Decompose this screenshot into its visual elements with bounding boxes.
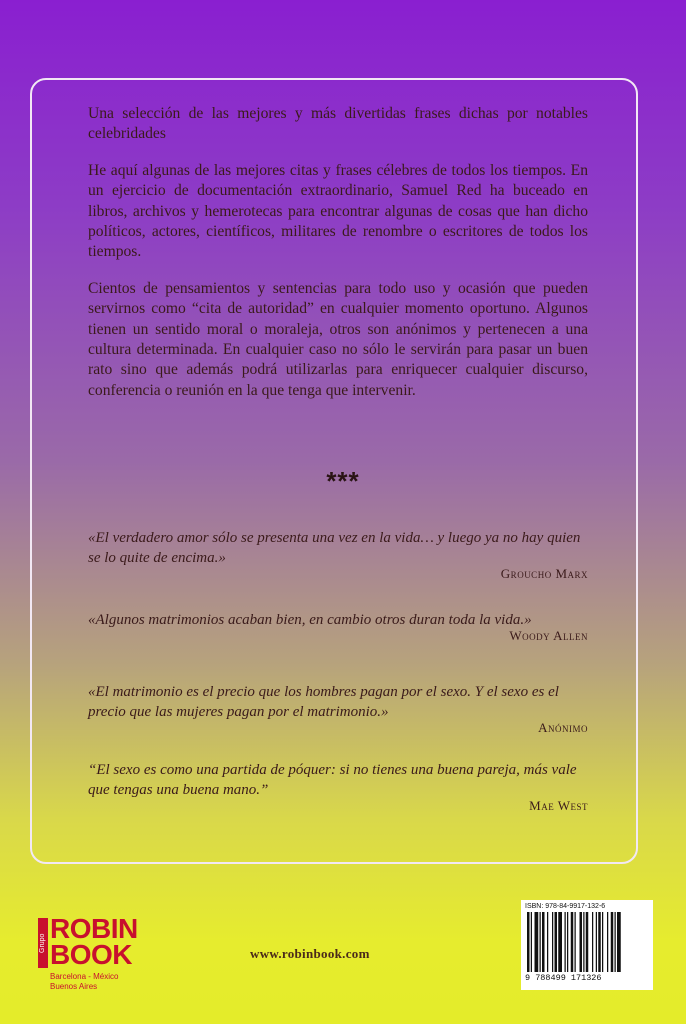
barcode-bar <box>615 912 616 972</box>
barcode-bar <box>565 912 566 972</box>
publisher-url: www.robinbook.com <box>250 946 370 961</box>
publisher-logo <box>38 913 138 1000</box>
barcode-bars <box>525 912 649 972</box>
barcode-bar <box>602 912 603 972</box>
publisher-name-line2: BOOK <box>50 939 132 970</box>
barcode-bar <box>592 912 593 972</box>
section-separator: *** <box>326 466 360 496</box>
publisher-group-label: Grupo <box>38 918 48 968</box>
barcode-bar <box>575 912 576 972</box>
barcode-bar <box>583 912 584 972</box>
quote-text: «El verdadero amor sólo se presenta una vez en la vida… y luego ya no hay quien se lo quite de encima.» <box>88 530 581 566</box>
intro-paragraph: Una selección de las mejores y más divertidas frases dichas por notables celebridades <box>88 105 588 143</box>
barcode-bar <box>542 912 545 972</box>
barcode-bar <box>571 912 574 972</box>
quote-block <box>88 760 588 814</box>
barcode-bar <box>611 912 614 972</box>
barcode-bar <box>567 912 568 972</box>
quote-author: Woody Allen <box>509 628 588 643</box>
quote-text: «El matrimonio es el precio que los hombres pagan por el sexo. Y el sexo es el precio que las mujeres pagan por el matrimonio.» <box>88 684 559 720</box>
barcode-bar <box>596 912 597 972</box>
barcode-bar <box>540 912 541 972</box>
quote-author: Groucho Marx <box>500 566 588 581</box>
publisher-name-line1: ROBIN <box>50 913 138 944</box>
barcode-bar <box>547 912 548 972</box>
quote-block <box>88 682 588 736</box>
quote-block <box>88 528 588 582</box>
isbn-barcode <box>521 900 653 990</box>
barcode-bar <box>527 912 530 972</box>
quote-text: “El sexo es como una partida de póquer: si no tienes una buena pareja, más vale que tengas una buena mano.” <box>88 762 577 798</box>
barcode-bar <box>555 912 558 972</box>
publisher-cities: Barcelona - México Buenos Aires <box>50 972 119 991</box>
barcode-bar <box>535 912 539 972</box>
barcode-bar <box>607 912 608 972</box>
barcode-bar <box>558 912 562 972</box>
isbn-label: ISBN: 978-84-9917-132-6 <box>525 903 606 910</box>
intro-paragraph: He aquí algunas de las mejores citas y frases célebres de todos los tiempos. En un ejercicio de documentación extraordinario, Samuel Red ha buceado en libros, archivos y hemerotecas para encontrar algunas de cosas que han dicho políticos, actores, científicos, militares de renombre o escritores de todos los tiempos. <box>88 161 588 261</box>
barcode-bar <box>598 912 601 972</box>
barcode-bar <box>531 912 532 972</box>
back-cover-description <box>88 104 588 417</box>
barcode-digits: 9 788499 171326 <box>525 973 602 983</box>
barcode-bar <box>580 912 583 972</box>
quote-text: «Algunos matrimonios acaban bien, en cambio otros duran toda la vida.» <box>88 612 532 628</box>
barcode-bar <box>617 912 621 972</box>
quote-block <box>88 610 588 644</box>
quote-author: Mae West <box>529 798 588 813</box>
intro-paragraph: Cientos de pensamientos y sentencias para todo uso y ocasión que pueden servirnos como “cita de autoridad” en cualquier momento oportuno. Algunos tienen un sentido moral o moraleja, otros son anónimos y pertenecen a una cultura determinada. En cualquier caso no sólo le servirán para pasar un buen rato sino que además podrá utilizarlas para enriquecer cualquier discurso, conferencia o reunión en la que tenga que intervenir. <box>88 279 588 399</box>
quote-author: Anónimo <box>538 720 588 735</box>
barcode-bar <box>586 912 589 972</box>
barcode-bar <box>552 912 553 972</box>
